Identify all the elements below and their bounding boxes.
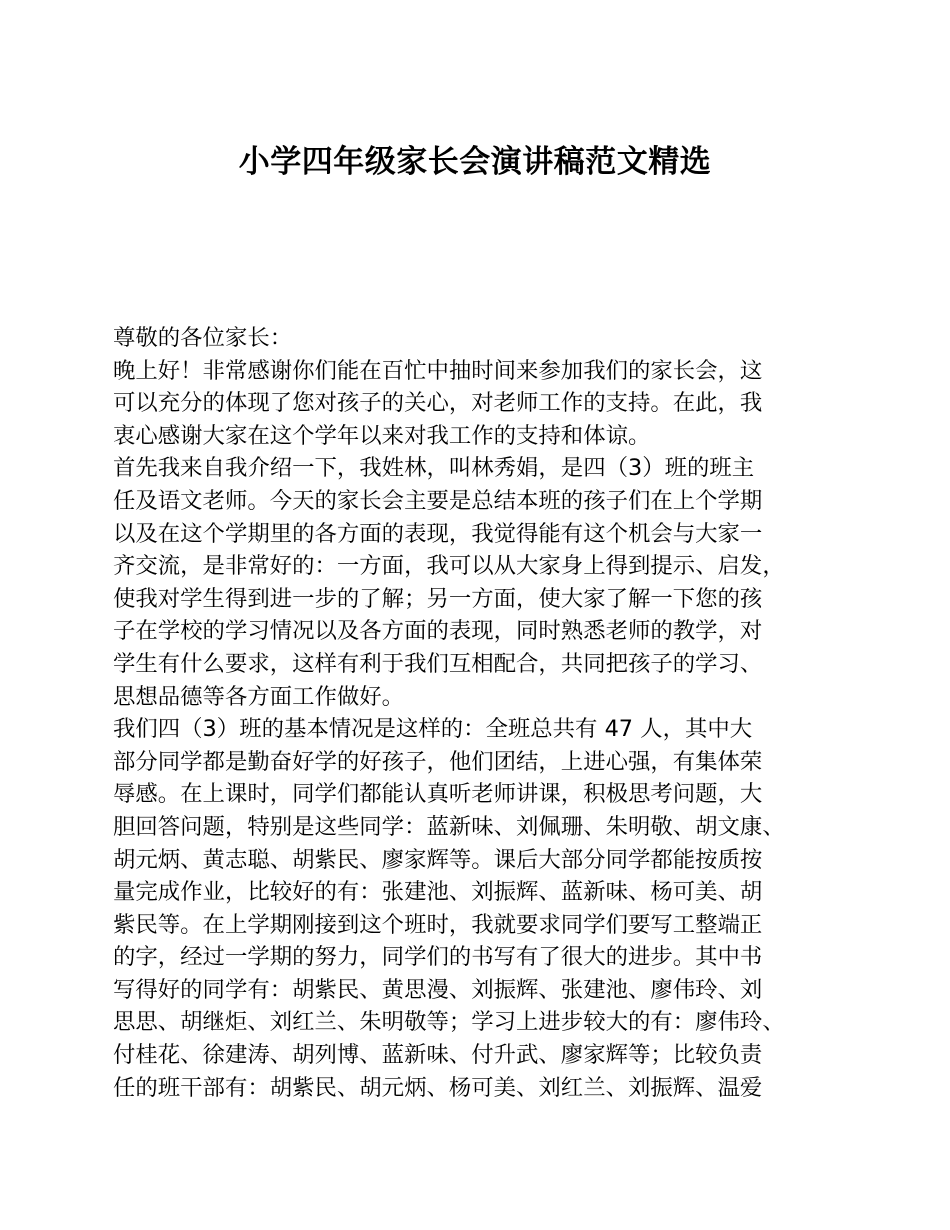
text-line: 写得好的同学有：胡紫民、黄思漫、刘振辉、张建池、廖伟玲、刘 (113, 976, 763, 1003)
text-line: 胡元炳、黄志聪、胡紫民、廖家辉等。课后大部分同学都能按质按 (113, 846, 763, 873)
text-line: 思想品德等各方面工作做好。 (113, 683, 405, 710)
text-line: 部分同学都是勤奋好学的好孩子，他们团结，上进心强，有集体荣 (113, 748, 763, 775)
text-line: 量完成作业，比较好的有：张建池、刘振辉、蓝新味、杨可美、胡 (113, 879, 763, 906)
text-line: 任及语文老师。今天的家长会主要是总结本班的孩子们在上个学期 (113, 487, 763, 514)
text-line: 付桂花、徐建涛、胡列博、蓝新味、付升武、廖家辉等；比较负责 (113, 1042, 763, 1069)
text-line: 辱感。在上课时，同学们都能认真听老师讲课，积极思考问题，大 (113, 781, 763, 808)
text-line: 可以充分的体现了您对孩子的关心，对老师工作的支持。在此，我 (113, 390, 763, 417)
text-line: 以及在这个学期里的各方面的表现，我觉得能有这个机会与大家一 (113, 520, 763, 547)
text-line: 齐交流，是非常好的：一方面，我可以从大家身上得到提示、启发， (113, 553, 785, 580)
text-line: 使我对学生得到进一步的了解；另一方面，使大家了解一下您的孩 (113, 585, 763, 612)
text-line: 我们四（3）班的基本情况是这样的：全班总共有 47 人，其中大 (113, 716, 753, 743)
text-line: 子在学校的学习情况以及各方面的表现，同时熟悉老师的教学，对 (113, 618, 763, 645)
text-line: 任的班干部有：胡紫民、胡元炳、杨可美、刘红兰、刘振辉、温爱 (113, 1074, 763, 1101)
salutation-line: 尊敬的各位家长： (113, 325, 293, 351)
text-line: 首先我来自我介绍一下，我姓林，叫林秀娟，是四（3）班的班主 (113, 455, 755, 482)
text-line: 紫民等。在上学期刚接到这个班时，我就要求同学们要写工整端正 (113, 911, 763, 938)
document-title: 小学四年级家长会演讲稿范文精选 (238, 144, 712, 180)
text-line: 胆回答问题，特别是这些同学：蓝新味、刘佩珊、朱明敬、胡文康、 (113, 813, 785, 840)
text-line: 的字，经过一学期的努力，同学们的书写有了很大的进步。其中书 (113, 944, 763, 971)
text-line: 思思、胡继炬、刘红兰、朱明敬等；学习上进步较大的有：廖伟玲、 (113, 1009, 785, 1036)
text-line: 晚上好！非常感谢你们能在百忙中抽时间来参加我们的家长会，这 (113, 357, 763, 384)
document-body (113, 322, 873, 1104)
text-line: 衷心感谢大家在这个学年以来对我工作的支持和体谅。 (113, 422, 651, 449)
text-line: 学生有什么要求，这样有利于我们互相配合，共同把孩子的学习、 (113, 650, 763, 677)
